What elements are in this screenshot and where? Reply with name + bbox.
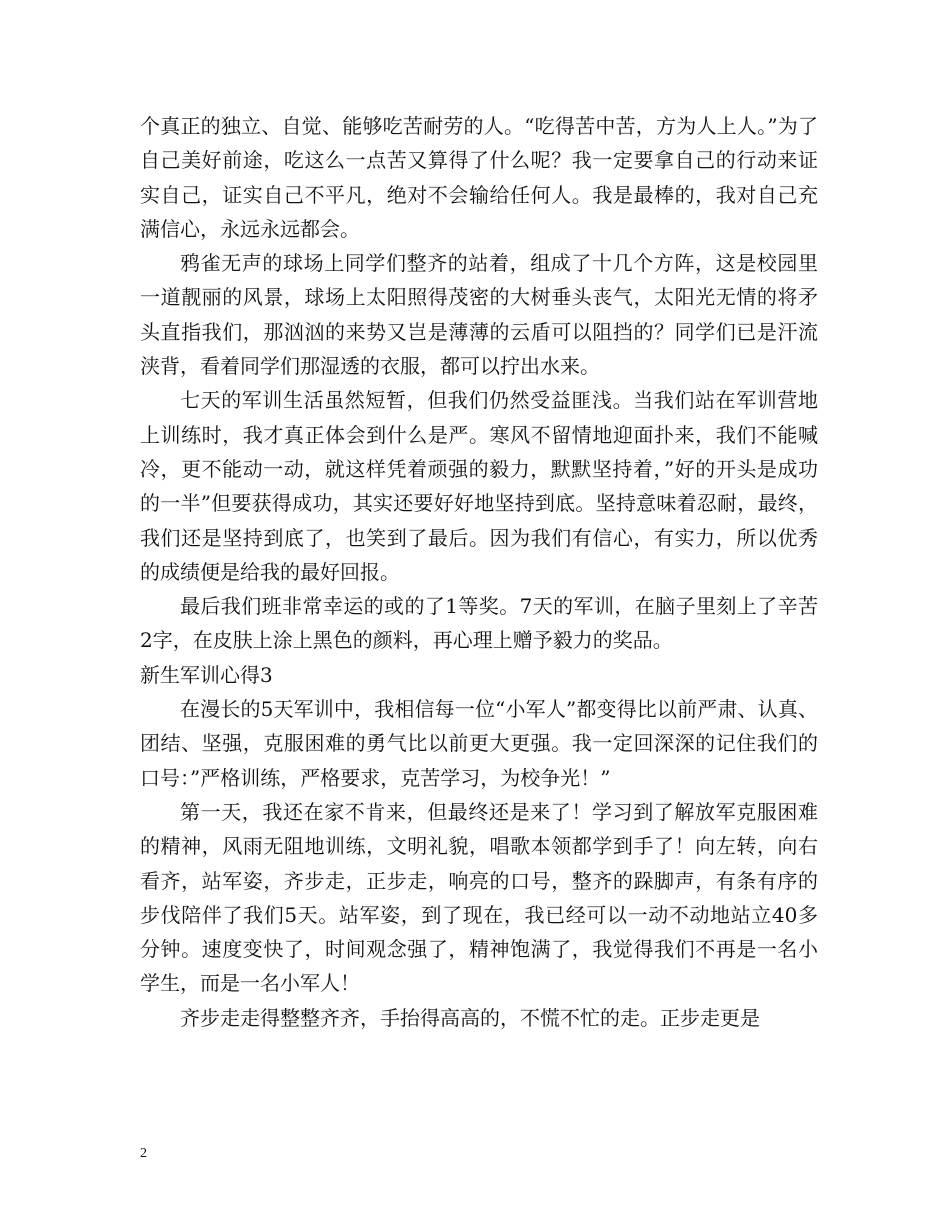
- paragraph-first-day: 第一天，我还在家不肯来，但最终还是来了！学习到了解放军克服困难的精神，风雨无阻地训练，文明礼貌，唱歌本领都学到手了！向左转，向右看齐，站军姿，齐步走，正步走，响亮的口号，整齐的跺脚声，有条有序的步伐陪伴了我们5天。站军姿，到了现在，我已经可以一动不动地站立40多分钟。速度变快了，时间观念强了，精神饱满了，我觉得我们不再是一名小学生，而是一名小军人！: [140, 799, 818, 996]
- paragraph-award: 最后我们班非常幸运的或的了1等奖。7天的军训，在脑子里刻上了辛苦2字，在皮肤上涂上黑色的颜料，再心理上赠予毅力的奖品。: [140, 594, 818, 653]
- paragraph-marching: 齐步走走得整整齐齐，手抬得高高的，不慌不忙的走。正步走更是: [180, 1005, 760, 1030]
- section-heading: 新生军训心得3: [140, 662, 273, 687]
- paragraph-five-days: 在漫长的5天军训中，我相信每一位“小军人”都变得比以前严肃、认真、团结、坚强，克服困难的勇气比以前更大更强。我一定回深深的记住我们的口号：”严格训练，严格要求，克苦学习，为校争光！”: [140, 697, 818, 790]
- paragraph-continuation: 个真正的独立、自觉、能够吃苦耐劳的人。“吃得苦中苦，方为人上人。”为了自己美好前途，吃这么一点苦又算得了什么呢？我一定要拿自己的行动来证实自己，证实自己不平凡，绝对不会输给任何人。我是最棒的，我对自己充满信心，永远永远都会。: [140, 114, 818, 241]
- page-number: 2: [140, 1146, 147, 1161]
- document-body: [140, 109, 818, 1035]
- paragraph-playground: 鸦雀无声的球场上同学们整齐的站着，组成了十几个方阵，这是校园里一道靓丽的风景，球场上太阳照得茂密的大树垂头丧气，太阳光无情的将矛头直指我们，那汹汹的来势又岂是薄薄的云盾可以阻挡的？同学们已是汗流浃背，看着同学们那湿透的衣服，都可以拧出水来。: [140, 251, 818, 379]
- paragraph-seven-days: 七天的军训生活虽然短暂，但我们仍然受益匪浅。当我们站在军训营地上训练时，我才真正体会到什么是严。寒风不留情地迎面扑来，我们不能喊冷，更不能动一动，就这样凭着顽强的毅力，默默坚持着，”好的开头是成功的一半”但要获得成功，其实还要好好地坚持到底。坚持意味着忍耐，最终，我们还是坚持到底了，也笑到了最后。因为我们有信心，有实力，所以优秀的成绩便是给我的最好回报。: [140, 388, 818, 584]
